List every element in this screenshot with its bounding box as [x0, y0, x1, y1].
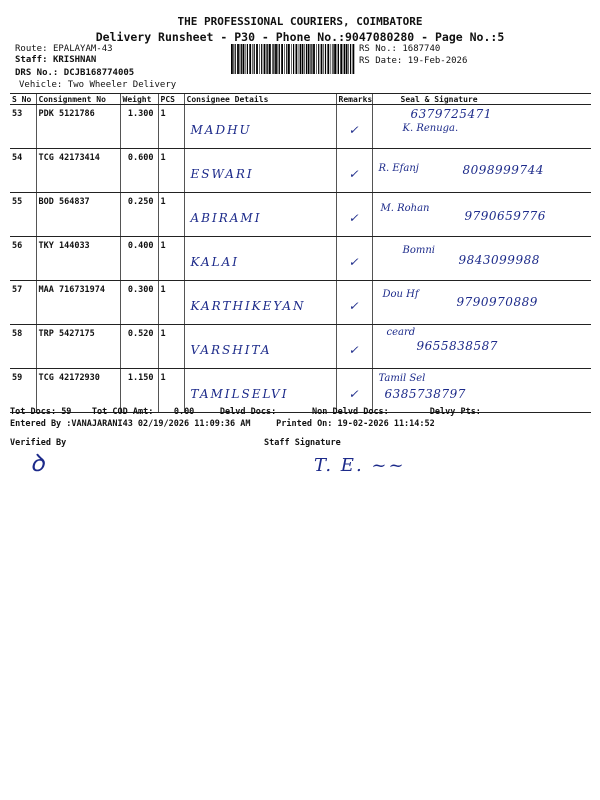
delvy-pts-label: Delvy Pts: [429, 407, 481, 417]
consignment-cell: MAA 716731974 [36, 281, 120, 325]
barcode-bar [299, 44, 300, 74]
barcode-bar [346, 44, 348, 74]
consignee-cell [184, 237, 336, 281]
delivered-tick-icon: ✓ [348, 211, 359, 225]
consignee-cell [184, 325, 336, 369]
seal-signature-cell [372, 237, 591, 281]
barcode-bar [264, 44, 266, 74]
barcode-bar [353, 44, 355, 74]
barcode-bar [323, 44, 324, 74]
consignee-name: ESWARI [190, 167, 254, 181]
recipient-phone: 6385738797 [384, 387, 466, 401]
sno-cell: 53 [10, 105, 36, 149]
consignee-name: MADHU [190, 123, 252, 137]
table-row [10, 325, 591, 369]
barcode-bar [275, 44, 277, 74]
consignee-name: VARSHITA [190, 343, 272, 357]
barcode-bar [261, 44, 262, 74]
barcode-bar [334, 44, 336, 74]
barcode-bar [249, 44, 251, 74]
barcode-bar [241, 44, 242, 74]
table-row [10, 105, 591, 149]
barcode-bar [237, 44, 239, 74]
table-header-row [10, 94, 591, 105]
remarks-cell [336, 105, 372, 149]
table-row [10, 369, 591, 413]
barcode-bar [272, 44, 273, 74]
consignee-name: TAMILSELVI [190, 387, 289, 401]
rs-no-value: 1687740 [402, 44, 441, 54]
remarks-cell [336, 369, 372, 413]
rs-date-value: 19-Feb-2026 [407, 56, 468, 66]
staff-label: Staff: [15, 55, 48, 65]
barcode-bar [269, 44, 271, 74]
consignee-name: KARTHIKEYAN [190, 299, 306, 313]
vehicle-value: Two Wheeler Delivery [67, 80, 177, 90]
weight-cell: 1.300 [120, 105, 158, 149]
consignment-cell: PDK 5121786 [36, 105, 120, 149]
consignee-cell [184, 105, 336, 149]
col-consignee-details: Consignee Details [184, 94, 336, 105]
barcode-bar [240, 44, 241, 74]
barcode-image [231, 44, 355, 74]
company-title: THE PROFESSIONAL COURIERS, COIMBATORE [177, 15, 423, 28]
weight-cell: 0.600 [120, 149, 158, 193]
consignee-cell [184, 193, 336, 237]
barcode-bar [252, 44, 253, 74]
delivered-tick-icon: ✓ [348, 167, 359, 181]
weight-cell: 0.300 [120, 281, 158, 325]
barcode-bar [300, 44, 301, 74]
barcode-bar [325, 44, 326, 74]
tot-docs-value: 59 [61, 407, 72, 417]
barcode-bar [348, 44, 349, 74]
barcode-bar [296, 44, 298, 74]
entered-by-line [10, 419, 435, 429]
rs-no-line [359, 44, 440, 55]
table-row [10, 237, 591, 281]
drs-line [15, 68, 134, 79]
route-value: EPALAYAM-43 [52, 44, 113, 54]
verified-by-label: Verified By [10, 438, 67, 448]
barcode-bar [243, 44, 245, 74]
recipient-phone: 9843099988 [458, 253, 540, 267]
entered-by: Entered By :VANAJARANI43 02/19/2026 11:09:36 AM [10, 419, 251, 429]
barcode-bar [286, 44, 287, 74]
rs-date-label: RS Date: [359, 56, 403, 66]
barcode-bar [343, 44, 344, 74]
barcode-bar [331, 44, 332, 74]
barcode-bar [281, 44, 283, 74]
pcs-cell: 1 [158, 325, 184, 369]
barcode-bar [311, 44, 312, 74]
barcode-bar [313, 44, 315, 74]
barcode-bar [350, 44, 351, 74]
col-consignment-no: Consignment No [36, 94, 120, 105]
staff-signature-label: Staff Signature [264, 438, 341, 448]
consignment-cell: TCG 42172930 [36, 369, 120, 413]
sno-cell: 54 [10, 149, 36, 193]
delivered-tick-icon: ✓ [348, 299, 359, 313]
barcode-bar [267, 44, 268, 74]
staff-value: KRISHNAN [52, 55, 97, 65]
seal-signature-cell [372, 325, 591, 369]
seal-signature-cell [372, 193, 591, 237]
barcode-bar [235, 44, 236, 74]
barcode-bar [308, 44, 310, 74]
rs-no-label: RS No.: [359, 44, 397, 54]
remarks-cell [336, 149, 372, 193]
consignment-cell: TKY 144033 [36, 237, 120, 281]
non-delvd-docs-label: Non Delvd Docs: [312, 407, 389, 417]
sno-cell: 58 [10, 325, 36, 369]
barcode-bar [338, 44, 339, 74]
consignment-cell: TRP 5427175 [36, 325, 120, 369]
barcode-bar [293, 44, 294, 74]
col-sno: S No [10, 94, 36, 105]
recipient-phone: 9790659776 [464, 209, 546, 223]
weight-cell: 0.250 [120, 193, 158, 237]
weight-cell: 1.150 [120, 369, 158, 413]
pcs-cell: 1 [158, 237, 184, 281]
seal-signature-cell [372, 105, 591, 149]
totals-line [10, 407, 481, 417]
delivered-tick-icon: ✓ [348, 387, 359, 401]
barcode-bar [256, 44, 258, 74]
barcode-bar [284, 44, 285, 74]
barcode-bar [278, 44, 279, 74]
barcode-bar [310, 44, 311, 74]
barcode-bar [247, 44, 248, 74]
barcode-bar [233, 44, 234, 74]
consignee-cell [184, 149, 336, 193]
barcode-bar [288, 44, 290, 74]
col-remarks: Remarks [336, 94, 372, 105]
consignment-cell: TCG 42173414 [36, 149, 120, 193]
tot-cod-value: 0.00 [173, 407, 195, 417]
barcode-bar [259, 44, 260, 74]
barcode-bar [316, 44, 317, 74]
barcode-bar [279, 44, 280, 74]
pcs-cell: 1 [158, 149, 184, 193]
sno-cell: 59 [10, 369, 36, 413]
barcode-bar [344, 44, 345, 74]
recipient-phone: 9790970889 [456, 295, 538, 309]
drs-value: DCJB168774005 [63, 68, 135, 78]
recipient-phone: 9655838587 [416, 339, 498, 353]
delivered-tick-icon: ✓ [348, 343, 359, 357]
seal-signature-cell [372, 369, 591, 413]
barcode-bar [340, 44, 342, 74]
staff-signature: T. E. ~~ [314, 455, 406, 476]
barcode-bar [266, 44, 267, 74]
route-line [15, 44, 113, 55]
barcode-bar [321, 44, 323, 74]
runsheet-table [10, 93, 591, 413]
recipient-phone: 8098999744 [462, 163, 544, 177]
weight-cell: 0.400 [120, 237, 158, 281]
recipient-signature: Tamil Sel [378, 373, 426, 384]
barcode-bar [231, 44, 233, 74]
delivered-tick-icon: ✓ [348, 255, 359, 269]
barcode-bar [306, 44, 307, 74]
vehicle-label: Vehicle: [19, 80, 63, 90]
table-row [10, 149, 591, 193]
barcode-bar [273, 44, 274, 74]
staff-line [15, 55, 96, 66]
consignee-name: KALAI [190, 255, 240, 269]
drs-label: DRS No.: [15, 68, 59, 78]
weight-cell: 0.520 [120, 325, 158, 369]
vehicle-line [19, 80, 176, 91]
seal-signature-cell [372, 149, 591, 193]
col-seal-signature: Seal & Signature [372, 94, 591, 105]
sno-cell: 57 [10, 281, 36, 325]
barcode-bar [337, 44, 338, 74]
delvd-docs-label: Delvd Docs: [219, 407, 277, 417]
sno-cell: 56 [10, 237, 36, 281]
pcs-cell: 1 [158, 193, 184, 237]
seal-signature-cell [372, 281, 591, 325]
consignment-cell: BOD 564837 [36, 193, 120, 237]
runsheet-subtitle: Delivery Runsheet - P30 - Phone No.:9047080280 - Page No.:5 [95, 30, 505, 44]
barcode-bar [318, 44, 319, 74]
barcode-bar [254, 44, 255, 74]
pcs-cell: 1 [158, 105, 184, 149]
pcs-cell: 1 [158, 281, 184, 325]
recipient-signature: M. Rohan [380, 203, 430, 214]
tot-cod-label: Tot COD Amt: [91, 407, 154, 417]
sno-cell: 55 [10, 193, 36, 237]
recipient-signature: R. Efanj [378, 163, 419, 174]
printed-on: Printed On: 19-02-2026 11:14:52 [276, 419, 435, 429]
rs-date-line [359, 56, 467, 67]
table-row [10, 281, 591, 325]
table-row [10, 193, 591, 237]
recipient-signature: Bomni [402, 245, 435, 256]
recipient-signature: ceard [386, 327, 416, 338]
barcode-bar [245, 44, 246, 74]
barcode-bar [291, 44, 292, 74]
tot-docs-label: Tot Docs: [10, 407, 57, 417]
recipient-signature: K. Renuga. [402, 123, 459, 134]
col-weight: Weight [120, 94, 158, 105]
consignee-cell [184, 281, 336, 325]
delivered-tick-icon: ✓ [348, 123, 359, 137]
remarks-cell [336, 325, 372, 369]
remarks-cell [336, 281, 372, 325]
route-label: Route: [15, 44, 48, 54]
pcs-cell: 1 [158, 369, 184, 413]
recipient-signature: Dou Hf [382, 289, 419, 300]
remarks-cell [336, 193, 372, 237]
barcode-bar [332, 44, 333, 74]
remarks-cell [336, 237, 372, 281]
consignee-name: ABIRAMI [190, 211, 262, 225]
verifier-signature: ꝺ [30, 449, 45, 477]
barcode-bar [302, 44, 304, 74]
recipient-phone: 6379725471 [410, 107, 492, 121]
consignee-cell [184, 369, 336, 413]
barcode-bar [327, 44, 329, 74]
barcode-bar [304, 44, 305, 74]
col-pcs: PCS [158, 94, 184, 105]
